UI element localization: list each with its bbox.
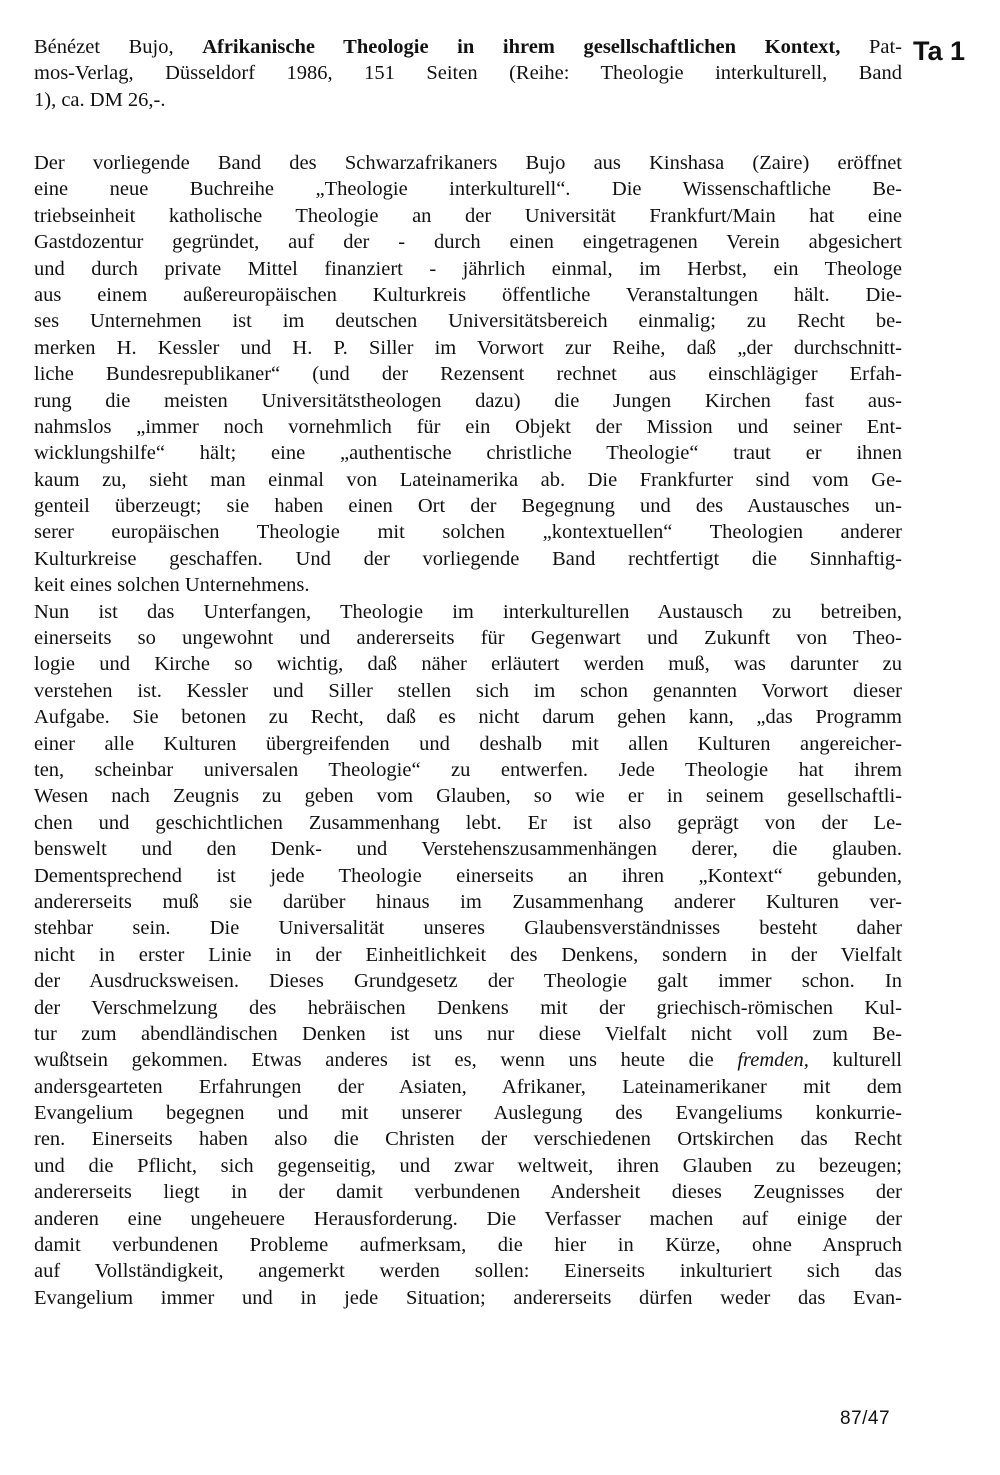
body-line: keit eines solchen Unternehmens. xyxy=(34,574,310,597)
body-line: Evangelium begegnen und mit unserer Auslegung des Evangeliums konkurrie- xyxy=(34,1102,902,1125)
body-line: verstehen ist. Kessler und Siller stellen sich im schon genannten Vorwort dieser xyxy=(34,679,902,702)
body-line: und durch private Mittel finanziert - jährlich einmal, im Herbst, ein Theologe xyxy=(34,257,902,280)
body-line: chen und geschichtlichen Zusammenhang lebt. Er ist also geprägt von der Le- xyxy=(34,811,902,834)
body-line: liche Bundesrepublikaner“ (und der Rezensent rechnet aus einschlägiger Erfah- xyxy=(34,363,902,386)
body-line: genteil überzeugt; sie haben einen Ort der Begegnung und des Austausches un- xyxy=(34,495,902,518)
body-line: Wesen nach Zeugnis zu geben vom Glauben, so wie er in seinem gesellschaftli- xyxy=(34,785,902,808)
body-line: einerseits so ungewohnt und andererseits für Gegenwart und Zukunft von Theo- xyxy=(34,627,902,650)
body-line: rung die meisten Universitätstheologen dazu) die Jungen Kirchen fast aus- xyxy=(34,389,902,412)
body-line: Evangelium immer und in jede Situation; andererseits dürfen weder das Evan- xyxy=(34,1286,902,1309)
body-line: eine neue Buchreihe „Theologie interkulturell“. Die Wissenschaftliche Be- xyxy=(34,178,902,201)
body-line: kaum zu, sieht man einmal von Lateinamerika ab. Die Frankfurter sind vom Ge- xyxy=(34,468,902,491)
bibliography-line: mos-Verlag, Düsseldorf 1986, 151 Seiten (Reihe: Theologie interkulturell, Band xyxy=(34,62,902,85)
bibliography-line xyxy=(34,34,902,60)
body-line: andererseits muß sie darüber hinaus im Zusammenhang anderer Kulturen ver- xyxy=(34,890,902,913)
body-line: Dementsprechend ist jede Theologie einerseits an ihren „Kontext“ gebunden, xyxy=(34,864,902,887)
body-line: aus einem außereuropäischen Kulturkreis öffentliche Veranstaltungen hält. Die- xyxy=(34,283,902,306)
body-line: der Verschmelzung des hebräischen Denkens mit der griechisch-römischen Kul- xyxy=(34,996,902,1019)
body-line: anderen eine ungeheuere Herausforderung. Die Verfasser machen auf einige der xyxy=(34,1207,902,1230)
emphasis-word: fremden, xyxy=(737,1049,809,1072)
bibliography-line: 1), ca. DM 26,-. xyxy=(34,88,166,111)
body-line: wicklungshilfe“ hält; eine „authentische christliche Theologie“ traut er ihnen xyxy=(34,442,902,465)
body-line: Der vorliegende Band des Schwarzafrikaners Bujo aus Kinshasa (Zaire) eröffnet xyxy=(34,152,902,174)
body-line: tur zum abendländischen Denken ist uns nur diese Vielfalt nicht voll zum Be- xyxy=(34,1022,902,1045)
body-line: triebseinheit katholische Theologie an der Universität Frankfurt/Main hat eine xyxy=(34,204,902,227)
body-line: der Ausdrucksweisen. Dieses Grundgesetz der Theologie galt immer schon. In xyxy=(34,970,902,993)
body-line: nicht in erster Linie in der Einheitlichkeit des Denkens, sondern in der Vielfalt xyxy=(34,943,902,966)
body-line: ten, scheinbar universalen Theologie“ zu entwerfen. Jede Theologie hat ihrem xyxy=(34,758,902,781)
publisher-start: Pat- xyxy=(840,36,902,58)
body-line: und die Pflicht, sich gegenseitig, und zwar weltweit, ihren Glauben zu bezeugen; xyxy=(34,1154,902,1177)
reference-code: Ta 1 xyxy=(913,36,966,66)
body-line: nahmslos „immer noch vornehmlich für ein Objekt der Mission und seiner Ent- xyxy=(34,415,902,438)
body-line: logie und Kirche so wichtig, daß näher erläutert werden muß, was darunter zu xyxy=(34,653,902,676)
page-number: 87/47 xyxy=(840,1408,891,1429)
author: Bénézet Bujo, xyxy=(34,36,203,58)
body-line-text: wußtsein gekommen. Etwas anderes ist es, wenn uns heute die xyxy=(34,1049,738,1072)
body-line: Kulturkreise geschaffen. Und der vorliegende Band rechtfertigt die Sinnhaftig- xyxy=(34,547,902,570)
body-line: damit verbundenen Probleme aufmerksam, die hier in Kürze, ohne Anspruch xyxy=(34,1234,902,1257)
body-line: ren. Einerseits haben also die Christen der verschiedenen Ortskirchen das Recht xyxy=(34,1128,902,1151)
body-line xyxy=(34,1047,902,1073)
book-title: Afrikanische Theologie in ihrem gesellschaftlichen Kontext, xyxy=(202,36,841,58)
body-line: merken H. Kessler und H. P. Siller im Vorwort zur Reihe, daß „der durchschnitt- xyxy=(34,336,902,359)
body-line: andersgearteten Erfahrungen der Asiaten, Afrikaner, Lateinamerikaner mit dem xyxy=(34,1075,902,1098)
body-line: Aufgabe. Sie betonen zu Recht, daß es nicht darum gehen kann, „das Programm xyxy=(34,706,902,729)
body-line: Gastdozentur gegründet, auf der - durch einen eingetragenen Verein abgesichert xyxy=(34,231,902,254)
body-line-text: kulturell xyxy=(808,1049,902,1072)
body-line: auf Vollständigkeit, angemerkt werden sollen: Einerseits inkulturiert sich das xyxy=(34,1260,902,1283)
body-line: serer europäischen Theologie mit solchen „kontextuellen“ Theologien anderer xyxy=(34,521,902,544)
body-line: benswelt und den Denk- und Verstehenszusammenhängen derer, die glauben. xyxy=(34,838,902,861)
body-line: andererseits liegt in der damit verbundenen Andersheit dieses Zeugnisses der xyxy=(34,1181,902,1204)
body-line: Nun ist das Unterfangen, Theologie im interkulturellen Austausch zu betreiben, xyxy=(34,600,902,623)
body-line: ses Unternehmen ist im deutschen Universitätsbereich einmalig; zu Recht be- xyxy=(34,310,902,333)
review-body xyxy=(34,150,902,1311)
body-line: einer alle Kulturen übergreifenden und deshalb mit allen Kulturen angereicher- xyxy=(34,732,902,755)
body-line: stehbar sein. Die Universalität unseres Glaubensverständnisses besteht daher xyxy=(34,917,902,940)
bibliography-entry xyxy=(34,34,902,113)
